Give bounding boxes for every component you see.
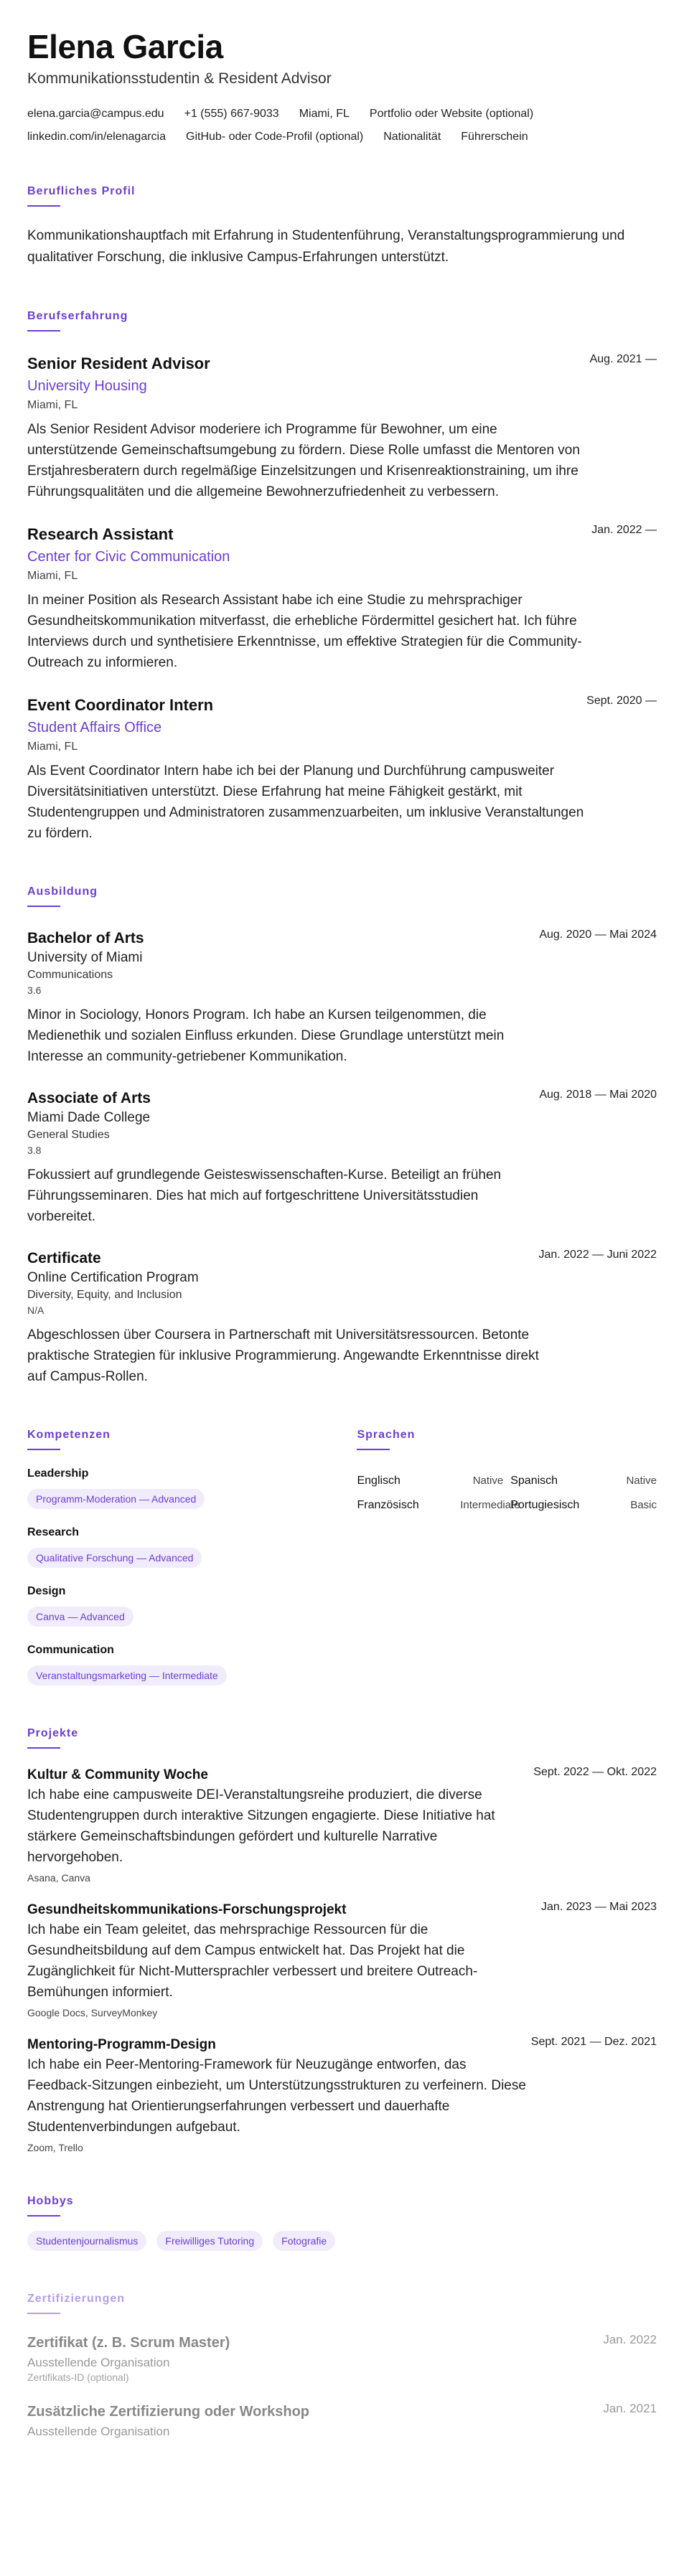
section-title-languages: Sprachen — [357, 1429, 416, 1441]
certification-date: Jan. 2022 — [603, 2333, 657, 2346]
skill-tag: Canva — Advanced — [27, 1607, 133, 1627]
project-tools: Asana, Canva — [27, 1872, 90, 1884]
education-entry — [27, 1249, 657, 1387]
skills-section — [27, 1429, 357, 1686]
project-entry — [27, 2036, 657, 2153]
section-divider — [357, 1449, 390, 1450]
language-level: Native — [472, 1475, 504, 1487]
job-title: Event Coordinator Intern — [27, 696, 214, 714]
section-divider — [27, 205, 60, 207]
certifications-section — [27, 2293, 657, 2439]
hobby-tag: Freiwilliges Tutoring — [156, 2231, 263, 2251]
job-location: Miami, FL — [27, 741, 78, 753]
skill-tag: Programm-Moderation — Advanced — [27, 1489, 205, 1509]
section-title-skills: Kompetenzen — [27, 1429, 111, 1441]
project-entry — [27, 1901, 657, 2018]
section-title-certifications: Zertifizierungen — [27, 2293, 126, 2305]
education-description: Abgeschlossen über Coursera in Partnerschaft mit Universitätsressourcen. Betonte praktische Strategien für inklusive Programmierung. Angewandte Erkenntnisse direkt auf Campus-Rollen. — [27, 1327, 539, 1384]
education-date: Aug. 2018 — Mai 2020 — [539, 1089, 657, 1101]
skill-category: Research — [27, 1526, 80, 1538]
section-divider — [27, 330, 60, 332]
projects-section — [27, 1727, 657, 2153]
hobbies-section — [27, 2195, 657, 2251]
contact-portfolio[interactable]: Portfolio oder Website (optional) — [369, 108, 534, 120]
project-tools: Google Docs, SurveyMonkey — [27, 2007, 158, 2018]
contact-phone[interactable]: +1 (555) 667-9033 — [184, 108, 279, 120]
section-divider — [27, 906, 60, 907]
education-entry — [27, 1089, 657, 1227]
language-name: Französisch — [357, 1499, 419, 1511]
project-date: Sept. 2021 — Dez. 2021 — [530, 2036, 657, 2048]
project-date: Sept. 2022 — Okt. 2022 — [533, 1766, 657, 1778]
project-entry — [27, 1766, 657, 1884]
languages-grid — [357, 1475, 657, 1512]
job-description: In meiner Position als Research Assistant habe ich eine Studie zu mehrsprachiger Gesundheitskommunikation mitverfasst, die erhebliche Fördermittel gesichert hat. Ich führe Interviews durch und synthetisiere Erkenntnisse, um effektive Strategien für die Community-Outreach zu informieren. — [27, 593, 582, 670]
project-description: Ich habe ein Peer-Mentoring-Framework für Neuzugänge entworfen, das Feedback-Sitzungen einbezieht, um Unterstützungsstrukturen zu verfeinern. Diese Anstrengung hat Orientierungserfahrungen verbessert und dauerhafte Studentenverbindungen aufgebaut. — [27, 2057, 526, 2135]
language-level: Native — [626, 1475, 657, 1487]
gpa-value: N/A — [27, 1305, 44, 1316]
profile-summary: Kommunikationshauptfach mit Erfahrung in Studentenführung, Veranstaltungsprogrammierung und qualitativer Forschung, die inklusive Campus-Erfahrungen unterstützt. — [27, 228, 625, 265]
section-divider — [27, 2313, 60, 2314]
profile-section — [27, 185, 657, 268]
contact-location: Miami, FL — [299, 108, 350, 120]
project-description: Ich habe eine campusweite DEI-Veranstaltungsreihe produziert, die diverse Studentengruppen durch interaktive Sitzungen engagierte. Diese Initiative hat stärkere Gemeinschaftsbindungen gefördert und kulturelle Narrative hervorgehoben. — [27, 1787, 495, 1865]
contact-row-primary — [27, 108, 657, 121]
company-name: Center for Civic Communication — [27, 549, 230, 565]
certification-entry — [27, 2402, 657, 2439]
project-date: Jan. 2023 — Mai 2023 — [541, 1901, 657, 1913]
experience-entry — [27, 353, 657, 502]
contact-github[interactable]: GitHub- oder Code-Profil (optional) — [186, 131, 364, 143]
job-location: Miami, FL — [27, 570, 78, 582]
job-title: Research Assistant — [27, 525, 174, 543]
language-name: Portugiesisch — [510, 1499, 580, 1511]
section-title-projects: Projekte — [27, 1727, 79, 1739]
skill-category: Communication — [27, 1644, 114, 1656]
degree-name: Certificate — [27, 1250, 101, 1266]
language-level: Basic — [630, 1499, 657, 1511]
project-tools: Zoom, Trello — [27, 2142, 83, 2153]
hobby-tag: Fotografie — [273, 2231, 335, 2251]
section-title-hobbies: Hobbys — [27, 2195, 74, 2207]
degree-name: Bachelor of Arts — [27, 930, 144, 946]
hobby-tags — [27, 2231, 657, 2251]
experience-date: Sept. 2020 — — [586, 695, 657, 707]
section-divider — [27, 1449, 60, 1450]
experience-section — [27, 310, 657, 844]
certification-org: Ausstellende Organisation — [27, 2356, 170, 2369]
school-name: University of Miami — [27, 950, 143, 965]
company-name: Student Affairs Office — [27, 720, 162, 735]
school-name: Miami Dade College — [27, 1110, 151, 1125]
hobby-tag: Studentenjournalismus — [27, 2231, 146, 2251]
education-description: Minor in Sociology, Honors Program. Ich habe an Kursen teilgenommen, die Medienethik und sozialen Einfluss erkunden. Diese Grundlage unterstützt mein Interesse an community-getriebener Kommunikation. — [27, 1007, 505, 1064]
certification-title: Zertifikat (z. B. Scrum Master) — [27, 2335, 230, 2351]
field-of-study: General Studies — [27, 1129, 110, 1141]
project-title: Gesundheitskommunikations-Forschungsprojekt — [27, 1902, 347, 1917]
contact-nationality: Nationalität — [383, 131, 441, 143]
section-title-education: Ausbildung — [27, 885, 98, 898]
gpa-value: 3.6 — [27, 984, 42, 996]
skill-tag: Qualitative Forschung — Advanced — [27, 1548, 202, 1568]
education-date: Jan. 2022 — Juni 2022 — [538, 1249, 657, 1261]
language-name: Englisch — [357, 1475, 400, 1487]
certification-entry — [27, 2333, 657, 2383]
education-description: Fokussiert auf grundlegende Geisteswissenschaften-Kurse. Beteiligt an frühen Führungsseminaren. Dies hat mich auf fortgeschrittene Universitätsstudien vorbereitet. — [27, 1167, 502, 1224]
skill-category: Design — [27, 1585, 66, 1597]
skills-languages-row — [27, 1429, 657, 1686]
experience-date: Aug. 2021 — — [589, 353, 657, 365]
skill-tag: Veranstaltungsmarketing — Intermediate — [27, 1665, 227, 1686]
field-of-study: Diversity, Equity, and Inclusion — [27, 1289, 182, 1301]
project-title: Kultur & Community Woche — [27, 1767, 208, 1782]
resume-header — [27, 27, 657, 144]
project-description: Ich habe ein Team geleitet, das mehrsprachige Ressourcen für die Gesundheitsbildung auf dem Campus entwickelt hat. Das Projekt hat die Zugänglichkeit für Nicht-Muttersprachler verbessert und breitere Outreach-Bemühungen informiert. — [27, 1922, 478, 2000]
experience-date: Jan. 2022 — — [591, 524, 657, 536]
degree-name: Associate of Arts — [27, 1090, 151, 1106]
education-date: Aug. 2020 — Mai 2024 — [539, 929, 657, 941]
experience-entry — [27, 524, 657, 673]
field-of-study: Communications — [27, 969, 113, 981]
language-level: Intermediate — [460, 1499, 520, 1511]
education-section — [27, 885, 657, 1387]
contact-row-secondary — [27, 131, 657, 144]
contact-email[interactable]: elena.garcia@campus.edu — [27, 108, 164, 120]
skill-category: Leadership — [27, 1467, 89, 1480]
contact-license: Führerschein — [461, 131, 528, 143]
project-title: Mentoring-Programm-Design — [27, 2037, 216, 2052]
experience-entry — [27, 695, 657, 844]
company-name: University Housing — [27, 378, 147, 394]
certification-org: Ausstellende Organisation — [27, 2425, 170, 2438]
school-name: Online Certification Program — [27, 1270, 199, 1285]
education-entry — [27, 929, 657, 1067]
job-description: Als Senior Resident Advisor moderiere ich Programme für Bewohner, um eine unterstützende Gemeinschaftsumgebung zu fördern. Diese Rolle umfasst die Mentoren von Erstjahresberatern durch regelmäßige Einzelsitzungen und Krisenreaktionstraining, um ihre Führungsqualitäten und die allgemeine Bewohnerzufriedenheit zu verbessern. — [27, 422, 580, 499]
job-description: Als Event Coordinator Intern habe ich bei der Planung und Durchführung campusweiter Diversitätsinitiativen unterstützt. Diese Erfahrung hat meine Fähigkeit gestärkt, mit Studentengruppen und Administratoren zusammenzuarbeiten, um inklusive Veranstaltungen zu fördern. — [27, 763, 584, 841]
languages-section — [357, 1429, 657, 1686]
job-title: Senior Resident Advisor — [27, 354, 210, 372]
certification-id: Zertifikats-ID (optional) — [27, 2371, 129, 2383]
certification-date: Jan. 2021 — [603, 2402, 657, 2415]
section-divider — [27, 1747, 60, 1749]
candidate-headline: Kommunikationsstudentin & Resident Advisor — [27, 70, 332, 87]
section-divider — [27, 2215, 60, 2217]
language-name: Spanisch — [510, 1475, 558, 1487]
section-title-experience: Berufserfahrung — [27, 310, 128, 322]
section-title-profile: Berufliches Profil — [27, 185, 136, 197]
job-location: Miami, FL — [27, 399, 78, 411]
contact-linkedin[interactable]: linkedin.com/in/elenagarcia — [27, 131, 166, 143]
candidate-name: Elena Garcia — [27, 28, 223, 65]
certification-title: Zusätzliche Zertifizierung oder Workshop — [27, 2404, 310, 2420]
gpa-value: 3.8 — [27, 1144, 42, 1156]
